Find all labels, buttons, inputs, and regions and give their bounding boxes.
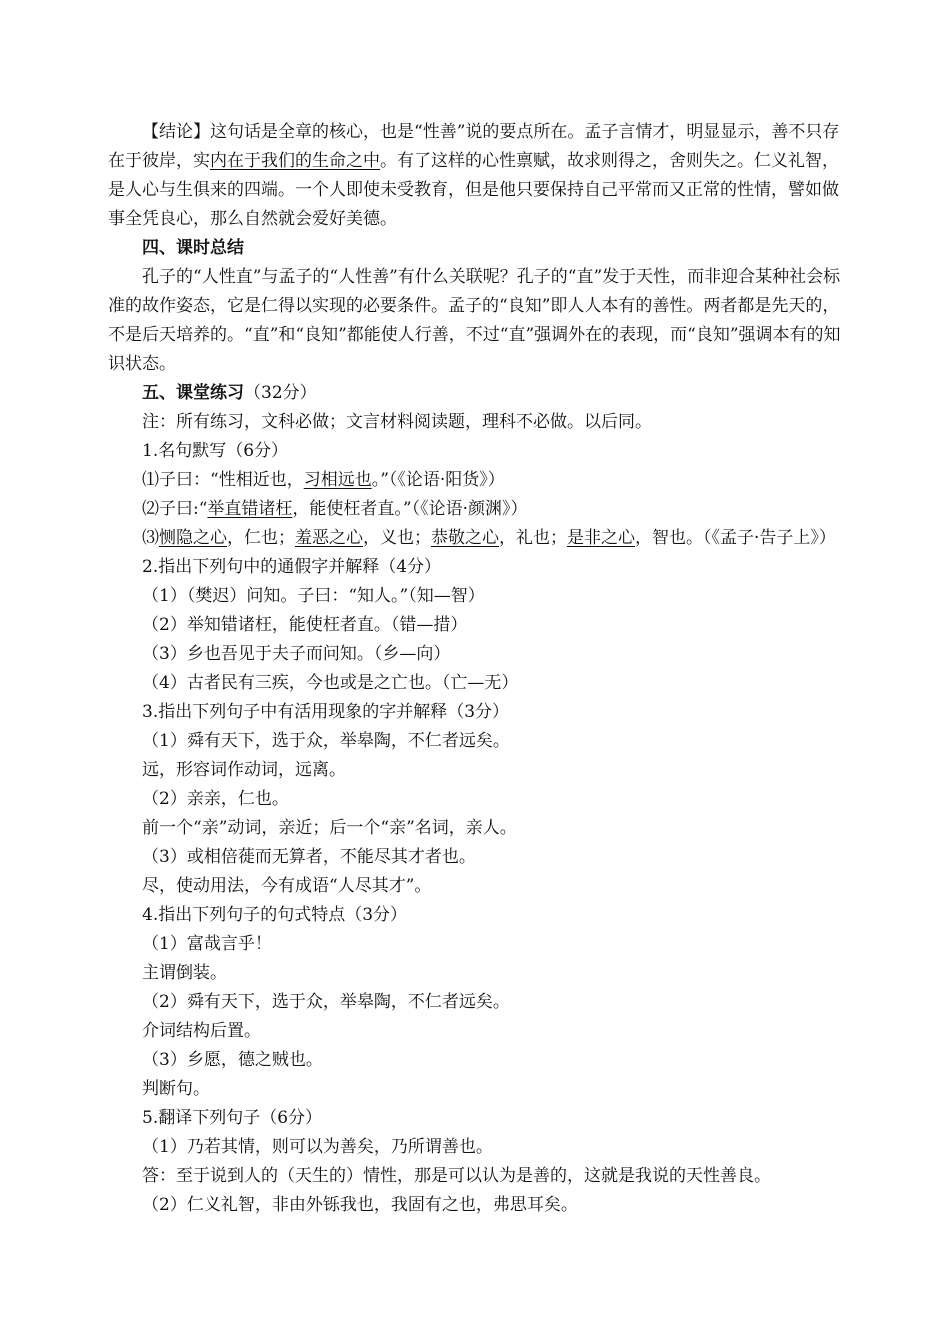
q1-l3-answer-4: 是非之心	[567, 528, 635, 548]
conclusion-text-1: 这句话是全章的核心，也是“性善”说的要点所在。孟子言情才，明显显示，善不只存在于彼岸，实	[108, 122, 840, 171]
q1-l3-answer-2: 羞恶之心	[295, 528, 363, 548]
q4-item: （1）富哉言乎！	[142, 934, 272, 954]
q3-item: （3）或相倍蓰而无算者，不能尽其才者也。	[142, 847, 476, 867]
q1-l1-prefix: ⑴子曰：“性相近也，	[142, 470, 304, 490]
section5-title: 五、课堂练习	[142, 383, 244, 403]
section5-heading	[108, 379, 848, 408]
q1-l3-answer-3: 恭敬之心	[431, 528, 499, 548]
q5-title: 5.翻译下列句子（6分）	[142, 1108, 323, 1128]
q3-item: 前一个“亲”动词，亲近；后一个“亲”名词，亲人。	[142, 818, 517, 838]
section5-note: 注：所有练习，文科必做；文言材料阅读题，理科不必做。以后同。	[142, 412, 652, 432]
q4-title: 4.指出下列句子的句式特点（3分）	[142, 905, 408, 925]
q3-item: 远，形容词作动词，远离。	[142, 760, 346, 780]
conclusion-label: 【结论】	[142, 122, 210, 142]
q1-l3-text-d: ，礼也；	[499, 528, 567, 548]
q1-line-1	[108, 466, 848, 495]
conclusion-text-2: 。有了这样的心性禀赋，故求则得之，舍则失之。仁义礼智，是人心与生俱来的四端。一个人即使未受教育，但是他只要保持自己平常而又正常的性情，譬如做事全凭良心，那么自然就会爱好美德。	[108, 151, 839, 229]
q1-title: 1.名句默写（6分）	[142, 441, 289, 461]
q1-line-2	[108, 495, 848, 524]
document-body	[108, 118, 848, 1220]
q4-item: （3）乡愿，德之贼也。	[142, 1050, 323, 1070]
q2-item: （3）乡也吾见于夫子而问知。（乡—向）	[142, 644, 451, 664]
q3-item: 尽，使动用法，今有成语“人尽其才”。	[142, 876, 432, 896]
q2-item: （1）（樊迟）问知。子曰：“知人。”（知—智）	[142, 586, 485, 606]
q4-item: 判断句。	[142, 1079, 210, 1099]
q1-l3-prefix: ⑶	[142, 528, 159, 548]
q5-item: （1）乃若其情，则可以为善矣，乃所谓善也。	[142, 1137, 493, 1157]
q1-l3-text-c: ，义也；	[363, 528, 431, 548]
q1-line-3	[108, 524, 848, 553]
q1-l1-suffix: 。”（《论语·阳货》）	[371, 470, 505, 490]
q1-l2-suffix: ，能使枉者直。”（《论语·颜渊》）	[292, 499, 528, 519]
q5-item: 答：至于说到人的（天生的）情性，那是可以认为是善的，这就是我说的天性善良。	[142, 1166, 771, 1186]
section4-heading: 四、课时总结	[142, 238, 244, 258]
q1-l2-prefix: ⑵子曰:“	[142, 499, 208, 519]
q1-l3-text-e: ，智也。（《孟子·告子上》）	[635, 528, 836, 548]
q5-item: （2）仁义礼智，非由外铄我也，我固有之也，弗思耳矣。	[142, 1195, 578, 1215]
section5-score: （32分）	[244, 383, 317, 403]
q2-item: （4）古者民有三疾，今也或是之亡也。（亡—无）	[142, 673, 519, 693]
q3-item: （2）亲亲，仁也。	[142, 789, 289, 809]
q1-l1-answer: 习相远也	[303, 470, 372, 490]
conclusion-paragraph	[108, 118, 848, 234]
q3-title: 3.指出下列句子中有活用现象的字并解释（3分）	[142, 702, 510, 722]
q2-item: （2）举知错诸枉，能使枉者直。（错—措）	[142, 615, 468, 635]
q4-item: 介词结构后置。	[142, 1021, 261, 1041]
q4-item: 主谓倒装。	[142, 963, 227, 983]
q2-title: 2.指出下列句中的通假字并解释（4分）	[142, 557, 442, 577]
section4-body: 孔子的“人性直”与孟子的“人性善”有什么关联呢？孔子的“直”发于天性，而非迎合某种社会标准的故作姿态，它是仁得以实现的必要条件。孟子的“良知”即人人本有的善性。两者都是先天的，不是后天培养的。“直”和“良知”都能使人行善，不过“直”强调外在的表现，而“良知”强调本有的知识状态。	[108, 267, 841, 374]
q1-l3-answer-1: 恻隐之心	[159, 528, 227, 548]
q1-l2-answer: 举直错诸枉	[207, 499, 293, 519]
conclusion-underlined: 内在于我们的生命之中	[210, 151, 380, 171]
q4-item: （2）舜有天下，选于众，举皋陶，不仁者远矣。	[142, 992, 510, 1012]
q1-l3-text-b: ，仁也；	[227, 528, 295, 548]
q3-item: （1）舜有天下，选于众，举皋陶，不仁者远矣。	[142, 731, 510, 751]
